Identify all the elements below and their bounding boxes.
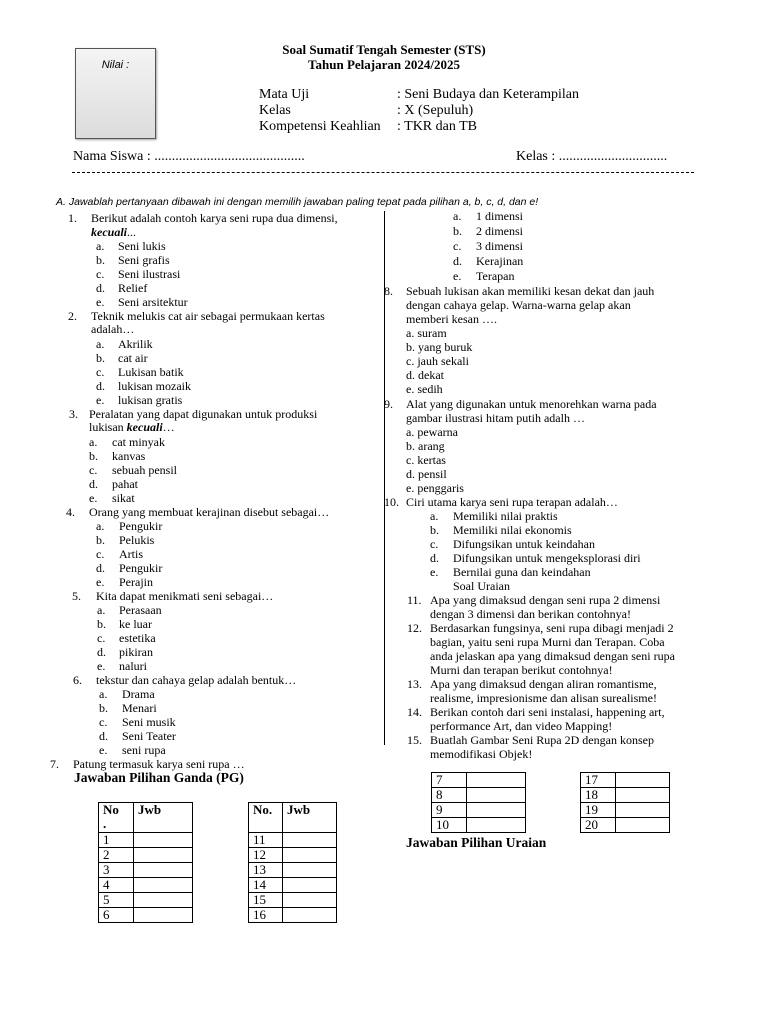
- left-line-text: sebuah pensil: [112, 463, 177, 477]
- left-line-number: a.: [97, 603, 106, 617]
- table-row: [99, 908, 193, 923]
- left-line-number: 1.: [68, 211, 77, 225]
- row-number-cell: 5: [99, 893, 134, 908]
- answer-pg-title: Jawaban Pilihan Ganda (PG): [74, 770, 244, 785]
- right-line-text: Soal Uraian: [453, 579, 510, 593]
- left-line-text: Seni musik: [122, 715, 176, 729]
- right-line-text: 1 dimensi: [476, 209, 523, 223]
- row-number-cell: 8: [432, 788, 467, 803]
- answer-cell[interactable]: [616, 773, 670, 788]
- right-line-number: c.: [453, 239, 462, 253]
- left-line-text: seni rupa: [122, 743, 166, 757]
- right-line-text: Difungsikan untuk keindahan: [453, 537, 595, 551]
- left-line-text: Seni lukis: [118, 239, 166, 253]
- table-row: [99, 833, 193, 848]
- left-line-text: kanvas: [112, 449, 146, 463]
- right-line-text: Bernilai guna dan keindahan: [453, 565, 591, 579]
- left-line-text: sikat: [112, 491, 135, 505]
- left-line-text: Patung termasuk karya seni rupa …: [73, 757, 245, 771]
- right-line-text: d. dekat: [406, 368, 444, 382]
- left-line-number: 6.: [73, 673, 82, 687]
- row-number-cell: 7: [432, 773, 467, 788]
- left-line-text: pikiran: [119, 645, 153, 659]
- emphasis-kecuali: kecuali: [91, 225, 127, 239]
- table-header-cell: Jwb: [283, 803, 337, 833]
- answer-cell[interactable]: [283, 848, 337, 863]
- nama-siswa-field: Nama Siswa : ...........................................: [73, 149, 305, 164]
- row-number-cell: 13: [249, 863, 283, 878]
- right-line-number: c.: [430, 537, 439, 551]
- right-line-number: d.: [430, 551, 439, 565]
- right-line-text: a. suram: [406, 326, 447, 340]
- table-row: [432, 788, 526, 803]
- right-line-text: Terapan: [476, 269, 515, 283]
- table-row: [249, 893, 337, 908]
- right-line-number: e.: [430, 565, 439, 579]
- answer-cell[interactable]: [134, 908, 193, 923]
- right-line-number: 13.: [407, 677, 422, 691]
- left-line-number: d.: [96, 281, 105, 295]
- info-value-kelas: : X (Sepuluh): [397, 103, 474, 118]
- left-line-number: b.: [97, 617, 106, 631]
- left-line-number: 5.: [72, 589, 81, 603]
- left-line-text: Peralatan yang dapat digunakan untuk produksi: [89, 407, 318, 421]
- right-line-text: 3 dimensi: [476, 239, 523, 253]
- info-value-mata-uji: : Seni Budaya dan Keterampilan: [397, 87, 579, 102]
- left-line-text: adalah…: [91, 322, 135, 336]
- table-row: [99, 893, 193, 908]
- right-line-number: a.: [453, 209, 462, 223]
- left-line-number: 4.: [66, 505, 75, 519]
- right-line-text: e. penggaris: [406, 481, 464, 495]
- answer-cell[interactable]: [134, 863, 193, 878]
- info-label-kompetensi: Kompetensi Keahlian: [259, 119, 381, 134]
- left-line-text: Pengukir: [119, 561, 163, 575]
- table-row: [99, 878, 193, 893]
- info-value-kompetensi: : TKR dan TB: [397, 119, 477, 134]
- left-line-text: tekstur dan cahaya gelap adalah bentuk…: [96, 673, 297, 687]
- right-line-text: Kerajinan: [476, 254, 524, 268]
- answer-cell[interactable]: [134, 848, 193, 863]
- left-line-text: Seni ilustrasi: [118, 267, 181, 281]
- right-line-text: Sebuah lukisan akan memiliki kesan dekat dan jauh: [406, 284, 655, 298]
- right-line-text: dengan 3 dimensi dan berikan contohnya!: [430, 607, 631, 621]
- answer-cell[interactable]: [283, 908, 337, 923]
- right-line-text: 2 dimensi: [476, 224, 523, 238]
- answer-cell[interactable]: [283, 833, 337, 848]
- right-line-number: 14.: [407, 705, 422, 719]
- row-number-cell: 18: [581, 788, 616, 803]
- left-line-text: Orang yang membuat kerajinan disebut sebagai…: [89, 505, 330, 519]
- right-line-number: 11.: [407, 593, 422, 607]
- right-line-text: Alat yang digunakan untuk menorehkan warna pada: [406, 397, 657, 411]
- left-line-number: c.: [96, 365, 105, 379]
- left-line-text: Seni arsitektur: [118, 295, 188, 309]
- left-line-number: b.: [89, 449, 98, 463]
- left-line-text: Perasaan: [119, 603, 162, 617]
- right-line-text: b. yang buruk: [406, 340, 473, 354]
- right-line-number: 15.: [407, 733, 422, 747]
- right-line-text: Apa yang dimaksud dengan seni rupa 2 dimensi: [430, 593, 661, 607]
- left-line-text: kecuali...: [91, 225, 136, 239]
- right-line-text: realisme, impresionisme dan alisan surealisme!: [430, 691, 657, 705]
- answer-cell[interactable]: [616, 803, 670, 818]
- table-row: [249, 863, 337, 878]
- left-line-text: lukisan mozaik: [118, 379, 191, 393]
- answer-table-t2: [248, 802, 337, 923]
- left-line-number: d.: [99, 729, 108, 743]
- right-line-text: Apa yang dimaksud dengan aliran romantisme,: [430, 677, 657, 691]
- answer-cell[interactable]: [134, 893, 193, 908]
- right-line-text: memberi kesan ….: [406, 312, 497, 326]
- info-label-kelas: Kelas: [259, 103, 291, 118]
- right-line-text: c. kertas: [406, 453, 446, 467]
- answer-cell[interactable]: [616, 788, 670, 803]
- right-line-number: b.: [430, 523, 439, 537]
- right-line-text: Memiliki nilai praktis: [453, 509, 558, 523]
- table-row: [99, 863, 193, 878]
- left-line-number: e.: [97, 659, 106, 673]
- row-number-cell: 1: [99, 833, 134, 848]
- right-line-number: e.: [453, 269, 462, 283]
- left-line-text: Pengukir: [119, 519, 163, 533]
- right-line-text: b. arang: [406, 439, 445, 453]
- left-line-text: Berikut adalah contoh karya seni rupa dua dimensi,: [91, 211, 338, 225]
- right-line-text: memodifikasi Objek!: [430, 747, 533, 761]
- table-row: [432, 803, 526, 818]
- left-line-number: a.: [89, 435, 98, 449]
- right-line-number: 12.: [407, 621, 422, 635]
- right-line-number: 10.: [384, 495, 399, 509]
- right-line-number: a.: [430, 509, 439, 523]
- exam-year: Tahun Pelajaran 2024/2025: [308, 57, 460, 72]
- left-line-number: e.: [99, 743, 108, 757]
- answer-cell[interactable]: [467, 803, 526, 818]
- left-line-number: a.: [99, 687, 108, 701]
- left-line-number: b.: [96, 351, 105, 365]
- table-row: [581, 773, 670, 788]
- left-line-text: naluri: [119, 659, 147, 673]
- table-header-cell: No.: [249, 803, 283, 833]
- left-line-text: lukisan gratis: [118, 393, 183, 407]
- left-line-number: e.: [89, 491, 98, 505]
- right-line-text: Murni dan terapan berikut contohnya!: [430, 663, 613, 677]
- left-line-number: d.: [96, 379, 105, 393]
- nilai-label: Nilai :: [101, 59, 130, 71]
- answer-cell[interactable]: [616, 818, 670, 833]
- row-number-cell: 16: [249, 908, 283, 923]
- left-line-number: e.: [96, 393, 105, 407]
- right-line-text: c. jauh sekali: [406, 354, 469, 368]
- right-line-number: 9.: [384, 397, 393, 411]
- left-line-text: Lukisan batik: [118, 365, 184, 379]
- left-line-number: d.: [97, 645, 106, 659]
- row-number-cell: 15: [249, 893, 283, 908]
- row-number-cell: 10: [432, 818, 467, 833]
- right-line-text: gambar ilustrasi hitam putih adalh …: [406, 411, 585, 425]
- right-line-number: 8.: [384, 284, 393, 298]
- right-line-number: b.: [453, 224, 462, 238]
- left-line-number: c.: [96, 267, 105, 281]
- left-line-number: 2.: [68, 309, 77, 323]
- left-line-number: b.: [96, 253, 105, 267]
- left-line-text: estetika: [119, 631, 156, 645]
- left-line-text: lukisan kecuali…: [89, 420, 175, 434]
- answer-uraian-title: Jawaban Pilihan Uraian: [406, 835, 547, 850]
- table-row: [249, 908, 337, 923]
- left-line-text: cat air: [118, 351, 148, 365]
- left-line-number: c.: [99, 715, 108, 729]
- table-row: [581, 788, 670, 803]
- dashed-divider: [72, 172, 694, 173]
- emphasis-kecuali: kecuali: [126, 420, 163, 434]
- right-line-text: e. sedih: [406, 382, 443, 396]
- left-line-number: c.: [89, 463, 98, 477]
- answer-table-t1: [98, 802, 193, 923]
- left-line-text: ke luar: [119, 617, 152, 631]
- table-row: [249, 833, 337, 848]
- left-line-text: Teknik melukis cat air sebagai permukaan kertas: [91, 309, 325, 323]
- right-line-number: d.: [453, 254, 462, 268]
- right-line-text: Berikan contoh dari seni instalasi, happening art,: [430, 705, 665, 719]
- answer-cell[interactable]: [467, 818, 526, 833]
- answer-cell[interactable]: [134, 878, 193, 893]
- answer-cell[interactable]: [283, 878, 337, 893]
- left-line-text: Menari: [122, 701, 157, 715]
- answer-cell[interactable]: [467, 773, 526, 788]
- left-line-text: pahat: [112, 477, 138, 491]
- left-line-number: e.: [96, 575, 105, 589]
- left-line-number: 7.: [50, 757, 59, 771]
- row-number-cell: 19: [581, 803, 616, 818]
- right-line-text: Berdasarkan fungsinya, seni rupa dibagi menjadi 2: [430, 621, 674, 635]
- right-line-text: bagian, yaitu seni rupa Murni dan Terapan. Coba: [430, 635, 665, 649]
- exam-title: Soal Sumatif Tengah Semester (STS): [282, 42, 486, 57]
- right-line-text: anda jelaskan apa yang dimaksud dengan seni rupa: [430, 649, 675, 663]
- left-line-number: d.: [96, 561, 105, 575]
- row-number-cell: 14: [249, 878, 283, 893]
- right-line-text: dengan cahaya gelap. Warna-warna gelap akan: [406, 298, 631, 312]
- table-row: [581, 803, 670, 818]
- left-line-text: Seni Teater: [122, 729, 176, 743]
- info-label-mata-uji: Mata Uji: [259, 87, 310, 102]
- row-number-cell: 4: [99, 878, 134, 893]
- left-line-text: Drama: [122, 687, 155, 701]
- table-header-cell: Jwb: [134, 803, 193, 833]
- right-line-text: d. pensil: [406, 467, 447, 481]
- left-line-number: a.: [96, 239, 105, 253]
- right-line-text: Memiliki nilai ekonomis: [453, 523, 572, 537]
- answer-cell[interactable]: [467, 788, 526, 803]
- left-line-number: e.: [96, 295, 105, 309]
- row-number-cell: 12: [249, 848, 283, 863]
- table-row: [432, 773, 526, 788]
- row-number-cell: 9: [432, 803, 467, 818]
- right-line-text: performance Art, dan video Mapping!: [430, 719, 613, 733]
- left-line-text: Kita dapat menikmati seni sebagai…: [96, 589, 274, 603]
- right-line-text: Ciri utama karya seni rupa terapan adalah…: [406, 495, 618, 509]
- table-row: [432, 818, 526, 833]
- table-row: [249, 878, 337, 893]
- left-line-number: a.: [96, 519, 105, 533]
- answer-table-t3: [431, 772, 526, 833]
- kelas-field: Kelas : ...............................: [516, 149, 668, 164]
- left-line-text: Akrilik: [118, 337, 153, 351]
- table-header-cell: No .: [99, 803, 134, 833]
- left-line-text: Relief: [118, 281, 148, 295]
- left-line-text: Artis: [119, 547, 143, 561]
- left-line-text: Seni grafis: [118, 253, 170, 267]
- left-line-number: b.: [99, 701, 108, 715]
- table-row: [581, 818, 670, 833]
- instruction-text: A. Jawablah pertanyaan dibawah ini dengan memilih jawaban paling tepat pada pilihan a, b, c, d, dan e!: [56, 196, 539, 208]
- row-number-cell: 20: [581, 818, 616, 833]
- row-number-cell: 2: [99, 848, 134, 863]
- answer-cell[interactable]: [283, 863, 337, 878]
- nilai-box: [75, 48, 156, 139]
- left-line-number: a.: [96, 337, 105, 351]
- left-line-text: Perajin: [119, 575, 153, 589]
- answer-table-t4: [580, 772, 670, 833]
- row-number-cell: 6: [99, 908, 134, 923]
- left-line-number: b.: [96, 533, 105, 547]
- right-line-text: a. pewarna: [406, 425, 458, 439]
- row-number-cell: 11: [249, 833, 283, 848]
- row-number-cell: 3: [99, 863, 134, 878]
- left-line-number: c.: [96, 547, 105, 561]
- left-line-number: d.: [89, 477, 98, 491]
- table-row: [249, 848, 337, 863]
- answer-cell[interactable]: [283, 893, 337, 908]
- right-line-text: Buatlah Gambar Seni Rupa 2D dengan konsep: [430, 733, 654, 747]
- row-number-cell: 17: [581, 773, 616, 788]
- right-line-text: Difungsikan untuk mengeksplorasi diri: [453, 551, 641, 565]
- left-line-number: c.: [97, 631, 106, 645]
- left-line-number: 3.: [69, 407, 78, 421]
- left-line-text: Pelukis: [119, 533, 155, 547]
- left-line-text: cat minyak: [112, 435, 165, 449]
- answer-cell[interactable]: [134, 833, 193, 848]
- table-row: [99, 848, 193, 863]
